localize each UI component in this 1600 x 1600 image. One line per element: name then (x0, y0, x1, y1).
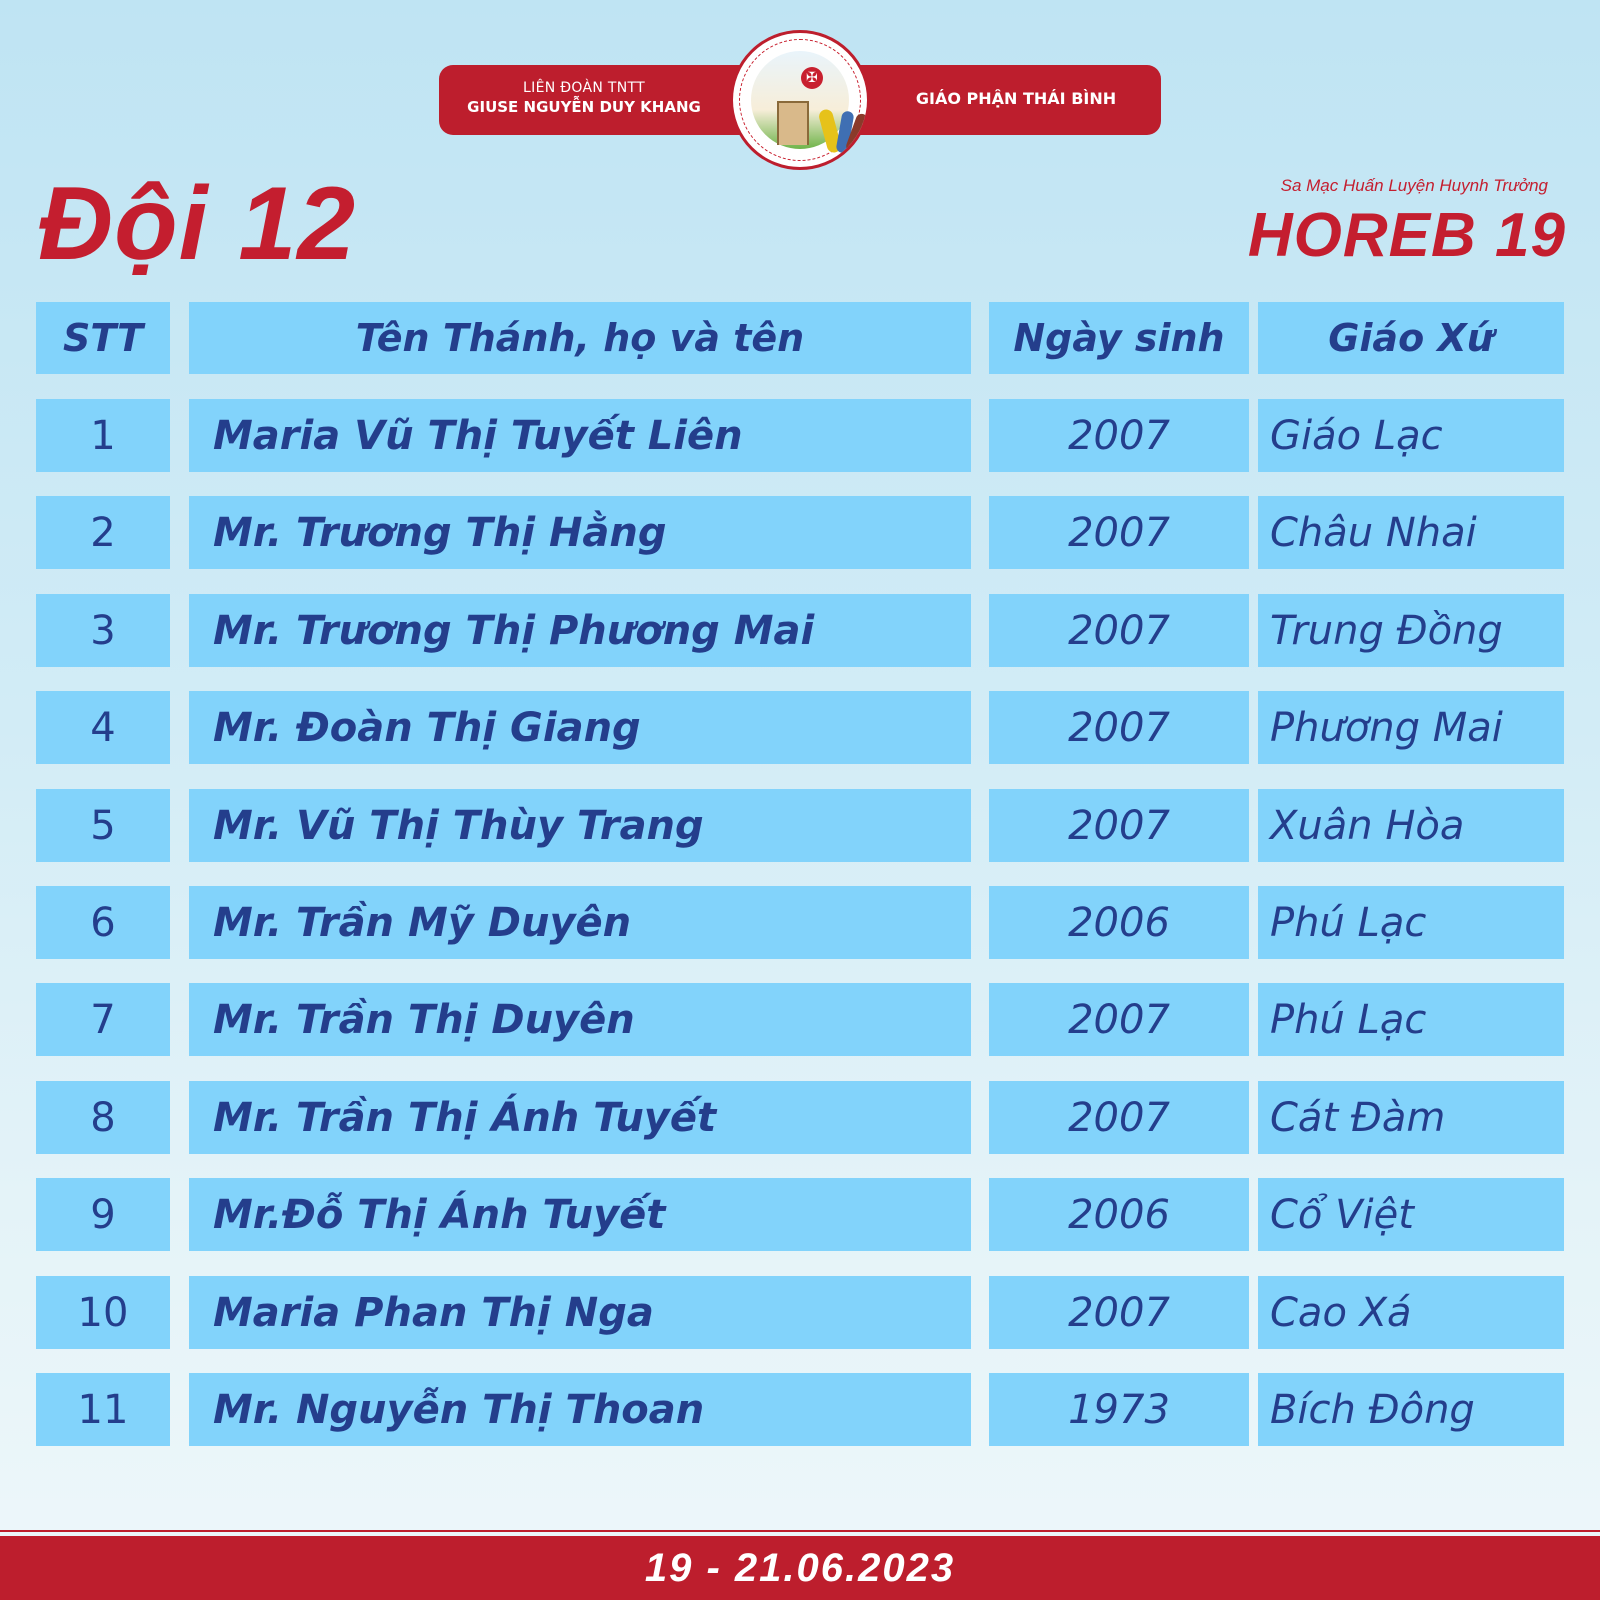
row-name: Mr. Vũ Thị Thùy Trang (189, 789, 971, 862)
row-stt: 9 (36, 1178, 170, 1251)
row-name: Mr. Trần Mỹ Duyên (189, 886, 971, 959)
row-parish: Cổ Việt (1258, 1178, 1564, 1251)
row-stt: 10 (36, 1276, 170, 1349)
parish-emblem-logo (730, 30, 870, 170)
row-birth-year: 2007 (989, 983, 1249, 1056)
row-stt: 3 (36, 594, 170, 667)
row-name: Mr. Trần Thị Ánh Tuyết (189, 1081, 971, 1154)
emblem-scene (751, 51, 849, 149)
row-stt: 8 (36, 1081, 170, 1154)
row-name: Maria Vũ Thị Tuyết Liên (189, 399, 971, 472)
row-name: Mr. Đoàn Thị Giang (189, 691, 971, 764)
event-subtitle: Sa Mạc Huấn Luyện Huynh Trưởng (1280, 176, 1548, 195)
row-stt: 1 (36, 399, 170, 472)
church-icon (777, 101, 809, 145)
team-title: Đội 12 (38, 166, 357, 282)
row-parish: Cát Đàm (1258, 1081, 1564, 1154)
row-stt: 6 (36, 886, 170, 959)
cross-icon: ✠ (801, 67, 823, 89)
row-birth-year: 2006 (989, 886, 1249, 959)
row-name: Maria Phan Thị Nga (189, 1276, 971, 1349)
row-parish: Châu Nhai (1258, 496, 1564, 569)
row-parish: Trung Đồng (1258, 594, 1564, 667)
org-left (439, 79, 729, 117)
row-birth-year: 2007 (989, 1081, 1249, 1154)
row-name: Mr.Đỗ Thị Ánh Tuyết (189, 1178, 971, 1251)
row-birth-year: 2007 (989, 594, 1249, 667)
header-birth: Ngày sinh (989, 302, 1249, 374)
row-name: Mr. Trương Thị Phương Mai (189, 594, 971, 667)
event-name: HOREB 19 (1247, 201, 1566, 270)
header-stt: STT (36, 302, 170, 374)
row-birth-year: 2007 (989, 1276, 1249, 1349)
row-name: Mr. Trương Thị Hằng (189, 496, 971, 569)
row-birth-year: 2007 (989, 496, 1249, 569)
row-parish: Xuân Hòa (1258, 789, 1564, 862)
row-stt: 5 (36, 789, 170, 862)
org-right: GIÁO PHẬN THÁI BÌNH (915, 89, 1117, 108)
row-stt: 7 (36, 983, 170, 1056)
row-stt: 4 (36, 691, 170, 764)
footer-date: 19 - 21.06.2023 (644, 1546, 956, 1590)
header-name: Tên Thánh, họ và tên (189, 302, 971, 374)
footer-divider (0, 1530, 1600, 1532)
row-parish: Phú Lạc (1258, 886, 1564, 959)
org-left-line1: LIÊN ĐOÀN TNTT (523, 80, 645, 96)
row-parish: Phương Mai (1258, 691, 1564, 764)
row-name: Mr. Nguyễn Thị Thoan (189, 1373, 971, 1446)
row-parish: Cao Xá (1258, 1276, 1564, 1349)
row-stt: 2 (36, 496, 170, 569)
org-left-line2: GIUSE NGUYỄN DUY KHANG (467, 98, 701, 116)
row-parish: Giáo Lạc (1258, 399, 1564, 472)
row-birth-year: 2007 (989, 691, 1249, 764)
header-parish: Giáo Xứ (1258, 302, 1564, 374)
row-birth-year: 1973 (989, 1373, 1249, 1446)
row-stt: 11 (36, 1373, 170, 1446)
row-birth-year: 2007 (989, 789, 1249, 862)
row-parish: Bích Đông (1258, 1373, 1564, 1446)
footer-banner (0, 1536, 1600, 1600)
row-name: Mr. Trần Thị Duyên (189, 983, 971, 1056)
row-parish: Phú Lạc (1258, 983, 1564, 1056)
row-birth-year: 2007 (989, 399, 1249, 472)
row-birth-year: 2006 (989, 1178, 1249, 1251)
